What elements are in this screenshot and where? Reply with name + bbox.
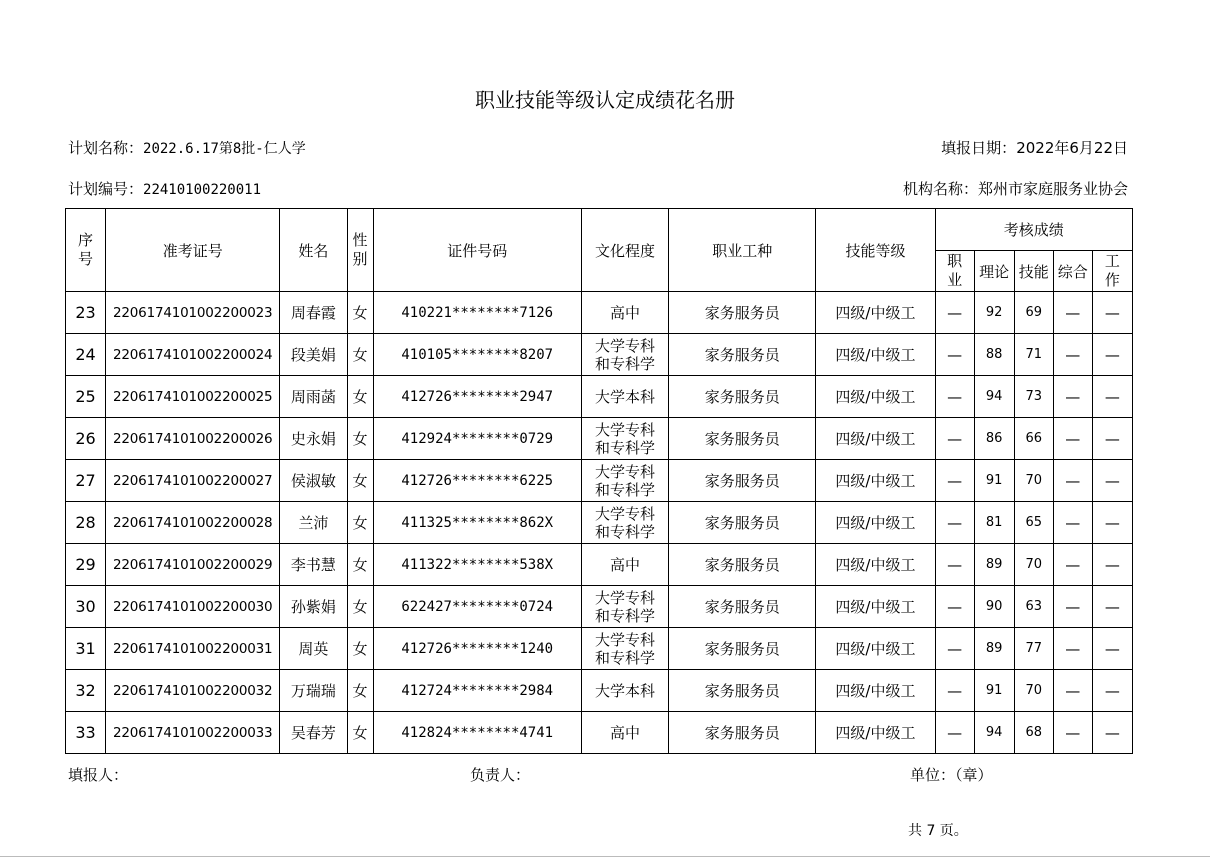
exam-no-cell: 2206174101002200031 (106, 628, 280, 670)
plan-number-value: 22410100220011 (143, 182, 262, 198)
education-cell: 大学本科 (581, 376, 668, 418)
organization-value: 郑州市家庭服务业协会 (977, 180, 1128, 198)
score-prof-cell: — (935, 460, 974, 502)
score-theory-cell: 89 (974, 544, 1014, 586)
level-cell: 四级/中级工 (816, 460, 935, 502)
score-skill-cell: 70 (1014, 544, 1053, 586)
name-cell: 周春霞 (280, 292, 347, 334)
name-cell: 周雨菡 (280, 376, 347, 418)
score-theory-cell: 86 (974, 418, 1014, 460)
organization-label: 机构名称： (902, 180, 978, 198)
name-cell: 史永娟 (280, 418, 347, 460)
filler-label: 填报人： (68, 766, 129, 784)
gender-cell: 女 (347, 418, 373, 460)
table-row (66, 712, 1133, 754)
name-cell: 吴春芳 (280, 712, 347, 754)
score-prof-cell: — (935, 502, 974, 544)
score-work-cell: — (1092, 712, 1132, 754)
organization (903, 178, 1128, 199)
gender-cell: 女 (347, 544, 373, 586)
score-comp-cell: — (1053, 502, 1092, 544)
exam-no-cell: 2206174101002200024 (106, 334, 280, 376)
name-cell: 李书慧 (280, 544, 347, 586)
header-seq: 序号 (66, 209, 106, 292)
score-theory-cell: 81 (974, 502, 1014, 544)
exam-no-cell: 2206174101002200026 (106, 418, 280, 460)
header-name: 姓名 (280, 209, 347, 292)
occupation-cell: 家务服务员 (669, 502, 816, 544)
occupation-cell: 家务服务员 (669, 376, 816, 418)
level-cell: 四级/中级工 (816, 586, 935, 628)
table-row (66, 292, 1133, 334)
gender-cell: 女 (347, 712, 373, 754)
plan-number (68, 178, 261, 199)
level-cell: 四级/中级工 (816, 376, 935, 418)
level-cell: 四级/中级工 (816, 712, 935, 754)
header-occupation: 职业工种 (669, 209, 816, 292)
score-prof-cell: — (935, 712, 974, 754)
occupation-cell: 家务服务员 (669, 712, 816, 754)
gender-cell: 女 (347, 376, 373, 418)
seq-cell: 25 (66, 376, 106, 418)
report-date-value: 2022年6月22日 (1016, 139, 1128, 157)
score-skill-cell: 70 (1014, 670, 1053, 712)
score-work-cell: — (1092, 334, 1132, 376)
score-theory-cell: 88 (974, 334, 1014, 376)
occupation-cell: 家务服务员 (669, 334, 816, 376)
occupation-cell: 家务服务员 (669, 670, 816, 712)
score-theory-cell: 89 (974, 628, 1014, 670)
exam-no-cell: 2206174101002200028 (106, 502, 280, 544)
score-skill-cell: 71 (1014, 334, 1053, 376)
gender-cell: 女 (347, 334, 373, 376)
score-prof-cell: — (935, 544, 974, 586)
education-cell: 大学专科和专科学 (581, 502, 668, 544)
score-theory-cell: 92 (974, 292, 1014, 334)
score-skill-cell: 73 (1014, 376, 1053, 418)
name-cell: 孙紫娟 (280, 586, 347, 628)
seq-cell: 28 (66, 502, 106, 544)
seq-cell: 32 (66, 670, 106, 712)
score-work-cell: — (1092, 586, 1132, 628)
education-cell: 高中 (581, 544, 668, 586)
score-skill-cell: 68 (1014, 712, 1053, 754)
exam-no-cell: 2206174101002200023 (106, 292, 280, 334)
table-row (66, 376, 1133, 418)
occupation-cell: 家务服务员 (669, 418, 816, 460)
header-exam-no: 准考证号 (106, 209, 280, 292)
education-cell: 大学专科和专科学 (581, 586, 668, 628)
header-education: 文化程度 (581, 209, 668, 292)
level-cell: 四级/中级工 (816, 670, 935, 712)
score-comp-cell: — (1053, 628, 1092, 670)
unit-seal-label: 单位：（章） (910, 766, 993, 784)
id-no-cell: 412726********6225 (373, 460, 581, 502)
score-work-cell: — (1092, 670, 1132, 712)
score-work-cell: — (1092, 418, 1132, 460)
score-prof-cell: — (935, 292, 974, 334)
level-cell: 四级/中级工 (816, 628, 935, 670)
page-bottom-border (0, 856, 1210, 857)
score-skill-cell: 65 (1014, 502, 1053, 544)
header-id-no: 证件号码 (373, 209, 581, 292)
seq-cell: 27 (66, 460, 106, 502)
table-row (66, 334, 1133, 376)
score-work-cell: — (1092, 292, 1132, 334)
plan-name-label: 计划名称： (68, 139, 144, 157)
exam-no-cell: 2206174101002200032 (106, 670, 280, 712)
gender-cell: 女 (347, 586, 373, 628)
score-comp-cell: — (1053, 418, 1092, 460)
level-cell: 四级/中级工 (816, 544, 935, 586)
level-cell: 四级/中级工 (816, 292, 935, 334)
exam-no-cell: 2206174101002200029 (106, 544, 280, 586)
seq-cell: 26 (66, 418, 106, 460)
exam-no-cell: 2206174101002200027 (106, 460, 280, 502)
seq-cell: 33 (66, 712, 106, 754)
education-cell: 高中 (581, 712, 668, 754)
header-score-theory: 理论 (974, 251, 1014, 292)
occupation-cell: 家务服务员 (669, 586, 816, 628)
score-roster-table (65, 208, 1133, 754)
gender-cell: 女 (347, 670, 373, 712)
level-cell: 四级/中级工 (816, 334, 935, 376)
id-no-cell: 410105********8207 (373, 334, 581, 376)
seq-cell: 29 (66, 544, 106, 586)
score-theory-cell: 94 (974, 376, 1014, 418)
exam-no-cell: 2206174101002200033 (106, 712, 280, 754)
id-no-cell: 412824********4741 (373, 712, 581, 754)
responsible-label: 负责人： (470, 766, 531, 784)
table-row (66, 418, 1133, 460)
plan-name (68, 137, 306, 158)
gender-cell: 女 (347, 292, 373, 334)
score-comp-cell: — (1053, 544, 1092, 586)
level-cell: 四级/中级工 (816, 418, 935, 460)
score-prof-cell: — (935, 376, 974, 418)
education-cell: 高中 (581, 292, 668, 334)
report-date (941, 137, 1128, 158)
seq-cell: 31 (66, 628, 106, 670)
score-theory-cell: 91 (974, 670, 1014, 712)
report-date-label: 填报日期： (941, 139, 1017, 157)
score-comp-cell: — (1053, 460, 1092, 502)
score-comp-cell: — (1053, 292, 1092, 334)
level-cell: 四级/中级工 (816, 502, 935, 544)
occupation-cell: 家务服务员 (669, 460, 816, 502)
id-no-cell: 412724********2984 (373, 670, 581, 712)
header-score-work: 工作 (1092, 251, 1132, 292)
seq-cell: 24 (66, 334, 106, 376)
page-title: 职业技能等级认定成绩花名册 (475, 88, 735, 112)
score-work-cell: — (1092, 376, 1132, 418)
education-cell: 大学专科和专科学 (581, 418, 668, 460)
id-no-cell: 412924********0729 (373, 418, 581, 460)
gender-cell: 女 (347, 502, 373, 544)
score-prof-cell: — (935, 334, 974, 376)
header-score-comp: 综合 (1053, 251, 1092, 292)
plan-number-label: 计划编号： (68, 180, 144, 198)
name-cell: 周英 (280, 628, 347, 670)
education-cell: 大学专科和专科学 (581, 628, 668, 670)
table-row (66, 460, 1133, 502)
score-prof-cell: — (935, 670, 974, 712)
score-theory-cell: 94 (974, 712, 1014, 754)
exam-no-cell: 2206174101002200025 (106, 376, 280, 418)
table-row (66, 670, 1133, 712)
score-work-cell: — (1092, 544, 1132, 586)
id-no-cell: 412726********2947 (373, 376, 581, 418)
page-count: 共 7 页。 (908, 823, 968, 839)
plan-name-value: 2022.6.17第8批-仁人学 (143, 141, 306, 157)
score-work-cell: — (1092, 628, 1132, 670)
exam-no-cell: 2206174101002200030 (106, 586, 280, 628)
id-no-cell: 411322********538X (373, 544, 581, 586)
header-level: 技能等级 (816, 209, 935, 292)
header-score-prof: 职业 (935, 251, 974, 292)
header-gender: 性别 (347, 209, 373, 292)
score-comp-cell: — (1053, 586, 1092, 628)
header-scores: 考核成绩 (935, 209, 1132, 251)
name-cell: 兰沛 (280, 502, 347, 544)
education-cell: 大学本科 (581, 670, 668, 712)
table-row (66, 502, 1133, 544)
seq-cell: 23 (66, 292, 106, 334)
header-score-skill: 技能 (1014, 251, 1053, 292)
gender-cell: 女 (347, 628, 373, 670)
education-cell: 大学专科和专科学 (581, 334, 668, 376)
name-cell: 万瑞瑞 (280, 670, 347, 712)
score-work-cell: — (1092, 502, 1132, 544)
occupation-cell: 家务服务员 (669, 628, 816, 670)
table-row (66, 586, 1133, 628)
name-cell: 侯淑敏 (280, 460, 347, 502)
score-prof-cell: — (935, 586, 974, 628)
score-skill-cell: 69 (1014, 292, 1053, 334)
occupation-cell: 家务服务员 (669, 544, 816, 586)
score-theory-cell: 91 (974, 460, 1014, 502)
education-cell: 大学专科和专科学 (581, 460, 668, 502)
gender-cell: 女 (347, 460, 373, 502)
score-comp-cell: — (1053, 334, 1092, 376)
table-row (66, 628, 1133, 670)
occupation-cell: 家务服务员 (669, 292, 816, 334)
score-comp-cell: — (1053, 376, 1092, 418)
score-prof-cell: — (935, 628, 974, 670)
score-work-cell: — (1092, 460, 1132, 502)
score-prof-cell: — (935, 418, 974, 460)
score-skill-cell: 63 (1014, 586, 1053, 628)
id-no-cell: 410221********7126 (373, 292, 581, 334)
id-no-cell: 411325********862X (373, 502, 581, 544)
id-no-cell: 412726********1240 (373, 628, 581, 670)
score-skill-cell: 70 (1014, 460, 1053, 502)
score-skill-cell: 77 (1014, 628, 1053, 670)
seq-cell: 30 (66, 586, 106, 628)
table-row (66, 544, 1133, 586)
score-comp-cell: — (1053, 712, 1092, 754)
id-no-cell: 622427********0724 (373, 586, 581, 628)
name-cell: 段美娟 (280, 334, 347, 376)
score-skill-cell: 66 (1014, 418, 1053, 460)
score-theory-cell: 90 (974, 586, 1014, 628)
score-comp-cell: — (1053, 670, 1092, 712)
